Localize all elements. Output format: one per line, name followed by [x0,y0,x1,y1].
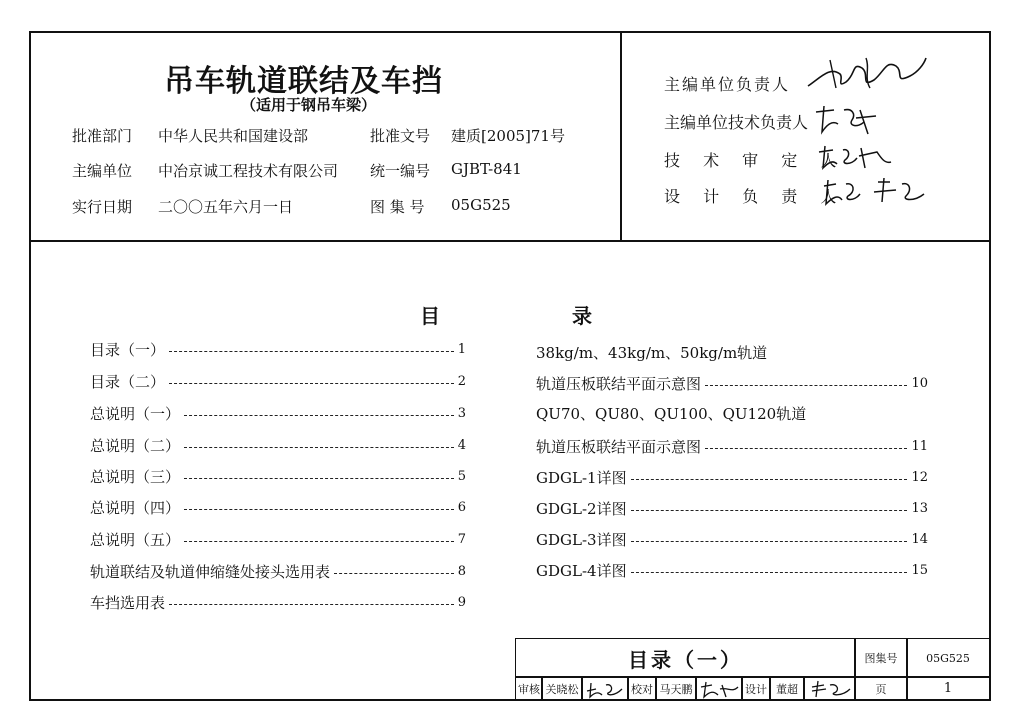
handwritten-signature [800,48,930,98]
sheet-title-cell [515,638,856,678]
toc-heading-left: 目 [420,304,440,328]
toc-entry[interactable] [90,403,466,424]
check-name-cell [655,676,697,701]
toc-leader [705,385,907,386]
atlas-no-cell [906,638,990,678]
toc-entry-page: 6 [457,500,466,515]
handwritten-signature [698,679,740,699]
toc-entry[interactable] [90,466,466,487]
page-label-cell [854,676,908,701]
handwritten-signature [812,104,882,138]
toc-entry-page: 3 [457,406,466,421]
toc-leader [631,572,908,573]
toc-entry-label[interactable]: QU70、QU80、QU100、QU120轨道 [536,405,807,423]
atlas-label: 图集号 [864,652,898,665]
toc-entry[interactable] [536,467,928,488]
check-name: 马天鹏 [659,682,693,696]
handwritten-signature [808,679,852,699]
page-label: 页 [875,682,887,696]
review-label: 审核 [518,682,540,696]
atlas-label-cell [854,638,908,678]
toc-leader [334,573,454,574]
signatory-role: 技 术 审 定 人 [664,151,846,170]
toc-entry-page: 4 [457,438,466,453]
info-value: GJBT-841 [451,160,522,178]
toc-entry[interactable] [90,339,466,360]
review-name-cell [541,676,583,701]
design-signature-cell [803,676,856,701]
check-label: 校对 [631,682,653,696]
handwritten-signature [584,679,626,699]
toc-entry[interactable] [536,373,928,394]
toc-leader [184,509,454,510]
info-label: 图 集 号 [370,198,425,216]
toc-leader [184,447,454,448]
review-name: 关晓松 [545,682,579,696]
toc-entry-page: 2 [457,374,466,389]
page-no-cell [906,676,990,701]
toc-entry-label: 轨道压板联结平面示意图 [536,375,702,393]
toc-entry-label: 总说明（五） [90,531,181,549]
toc-leader [169,604,454,605]
atlas-no: 05G525 [926,651,970,665]
signatory-role: 主编单位负责人 [664,75,791,94]
toc-entry-label: 总说明（四） [90,499,181,517]
sheet-title: 目录（一） [628,647,743,672]
toc-leader [631,510,908,511]
toc-entry-page: 14 [911,532,928,547]
toc-entry[interactable] [536,498,928,519]
toc-entry[interactable] [536,436,928,457]
toc-entry[interactable] [90,371,466,392]
page-no: 1 [943,681,953,696]
toc-entry-page: 12 [911,470,928,485]
review-signature-cell [581,676,629,701]
info-label: 主编单位 [72,162,133,180]
toc-entry-label: 总说明（一） [90,405,181,423]
toc-entry-label: 目录（一） [90,341,166,359]
toc-entry-page: 1 [457,342,466,357]
toc-entry-label: GDGL-4详图 [536,562,627,580]
toc-entry-page: 10 [911,376,928,391]
toc-entry-page: 5 [457,469,466,484]
handwritten-signature [820,174,930,210]
toc-entry-label[interactable]: 38kg/m、43kg/m、50kg/m轨道 [536,344,768,362]
toc-entry-page: 11 [911,439,928,454]
handwritten-signature [815,142,895,172]
toc-entry-page: 9 [457,595,466,610]
toc-entry-label: 目录（二） [90,373,166,391]
toc-leader [631,541,908,542]
design-name-cell [769,676,805,701]
design-label: 设计 [745,682,767,696]
toc-entry[interactable] [90,529,466,550]
signatory-role: 设 计 负 责 人 [664,187,846,206]
atlas-title: 吊车轨道联结及车挡 [164,64,443,99]
toc-entry-page: 15 [911,563,928,578]
info-value: 建质[2005]71号 [451,127,565,145]
toc-leader [184,478,454,479]
toc-entry[interactable] [90,592,466,613]
info-value: 05G525 [451,196,511,214]
toc-leader [184,541,454,542]
design-label-cell [741,676,771,701]
info-value: 中冶京诚工程技术有限公司 [158,162,339,180]
toc-entry-label: 轨道压板联结平面示意图 [536,438,702,456]
toc-leader [169,351,454,352]
toc-entry[interactable] [90,435,466,456]
toc-leader [705,448,907,449]
check-label-cell [627,676,657,701]
toc-entry-page: 7 [457,532,466,547]
info-label: 批准文号 [370,127,431,145]
toc-entry-page: 13 [911,501,928,516]
check-signature-cell [695,676,743,701]
toc-entry-label: GDGL-1详图 [536,469,627,487]
info-label: 批准部门 [72,127,133,145]
toc-leader [631,479,908,480]
atlas-subtitle: （适用于钢吊车梁） [241,96,377,114]
toc-entry-label: 轨道联结及轨道伸缩缝处接头选用表 [90,563,331,581]
toc-heading-right: 录 [572,304,592,328]
toc-leader [169,383,454,384]
signatory-role: 主编单位技术负责人 [664,113,809,132]
toc-entry[interactable] [536,560,928,581]
toc-entry[interactable] [536,529,928,550]
toc-entry[interactable] [90,497,466,518]
toc-entry-label: GDGL-3详图 [536,531,627,549]
header-vertical-divider [620,31,622,241]
toc-entry[interactable] [90,561,466,582]
toc-entry-label: 总说明（三） [90,468,181,486]
toc-entry-label: 车挡选用表 [90,594,166,612]
toc-entry-label: GDGL-2详图 [536,500,627,518]
toc-entry-page: 8 [457,564,466,579]
info-value: 中华人民共和国建设部 [158,127,309,145]
header-divider [29,240,991,242]
toc-entry-label: 总说明（二） [90,437,181,455]
design-name: 董超 [776,682,798,696]
info-value: 二〇〇五年六月一日 [158,198,294,216]
toc-leader [184,415,454,416]
info-label: 实行日期 [72,198,133,216]
review-label-cell [515,676,543,701]
info-label: 统一编号 [370,162,431,180]
